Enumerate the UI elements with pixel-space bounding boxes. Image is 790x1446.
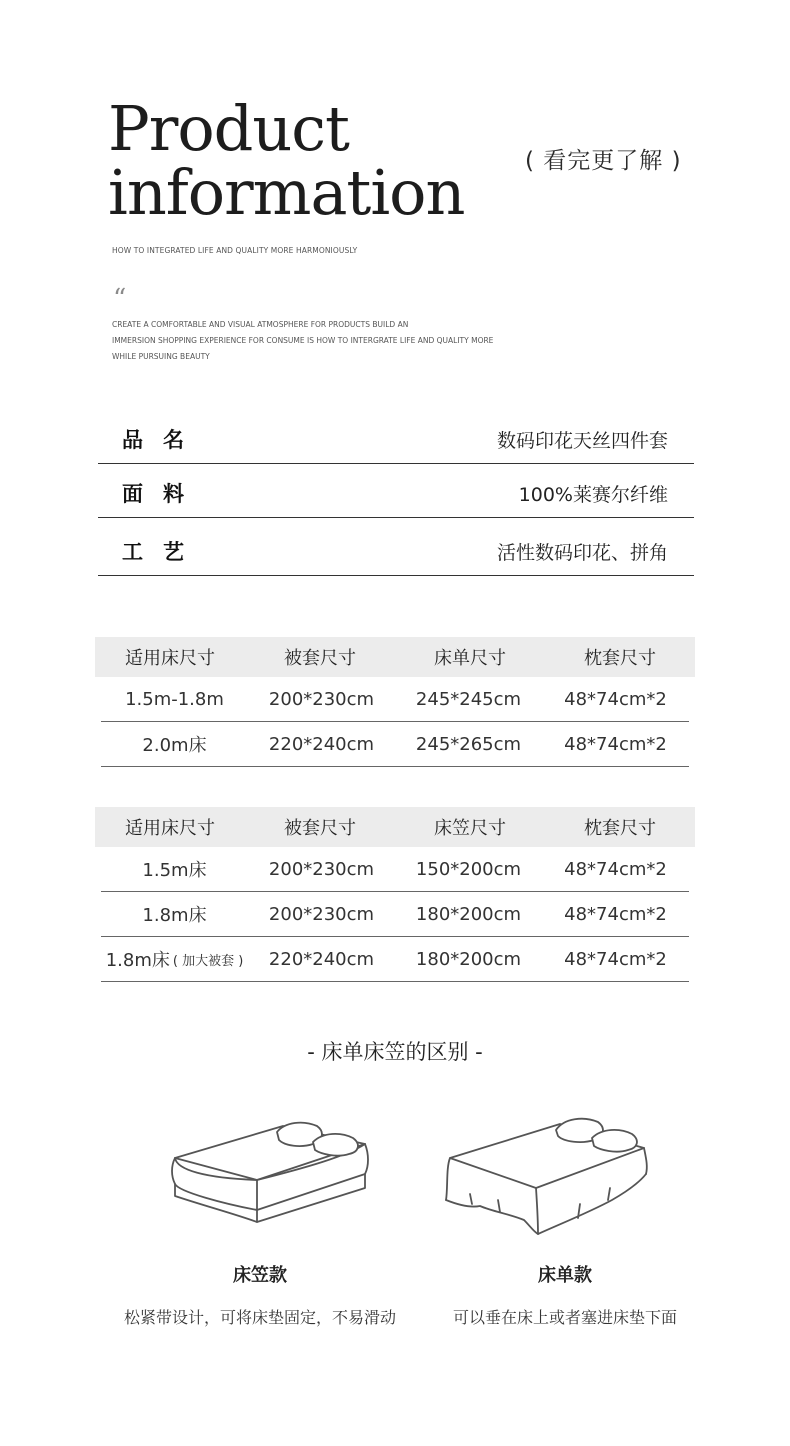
description-block	[112, 317, 512, 365]
spec-value: 活性数码印花、拼角	[496, 542, 668, 564]
spec-label: 面料	[122, 482, 204, 506]
header-cell: 枕套尺寸	[584, 818, 656, 839]
table-cell: 48*74cm*2	[564, 858, 667, 880]
table-row	[101, 677, 689, 722]
flat-sheet-bed-illustration	[440, 1108, 650, 1238]
table-cell: 220*240cm	[268, 948, 375, 970]
title-line-1: Product	[108, 92, 349, 165]
spec-label: 工艺	[122, 540, 204, 564]
table-cell: 150*200cm	[415, 858, 522, 880]
table-cell: 48*74cm*2	[564, 688, 667, 710]
table-cell: 1.5m床	[142, 860, 207, 881]
table-cell: 245*245cm	[415, 688, 522, 710]
table-cell: 180*200cm	[415, 903, 522, 925]
fitted-sheet-name: 床笠款	[233, 1265, 287, 1286]
description-line: WHILE PURSUING BEAUTY	[112, 352, 210, 361]
header-cell: 床笠尺寸	[434, 818, 506, 839]
size-table-flat-sheet	[95, 637, 695, 767]
fitted-sheet-desc: 松紧带设计，可将床垫固定，不易滑动	[123, 1308, 396, 1327]
spec-value: 100%莱赛尔纤维	[518, 484, 668, 506]
size-table-fitted-sheet	[95, 807, 695, 982]
header-cell: 被套尺寸	[284, 648, 356, 669]
table-cell: 2.0m床	[142, 735, 207, 756]
flat-sheet-desc: 可以垂在床上或者塞进床垫下面	[452, 1308, 677, 1327]
fitted-sheet-bed-illustration	[165, 1110, 375, 1230]
table-row	[101, 892, 689, 937]
table-cell: 245*265cm	[415, 733, 522, 755]
table-cell: 180*200cm	[415, 948, 522, 970]
table-cell: 200*230cm	[268, 858, 375, 880]
spec-row-craft	[98, 524, 694, 576]
table-row	[101, 847, 689, 892]
table-row	[101, 722, 689, 767]
difference-title: - 床单床笠的区别 -	[307, 1040, 483, 1064]
header-cell: 被套尺寸	[284, 818, 356, 839]
table-cell: 200*230cm	[268, 688, 375, 710]
spec-row-fabric	[98, 466, 694, 518]
table-cell: 200*230cm	[268, 903, 375, 925]
table-cell: 1.8m床	[142, 905, 207, 926]
bed-size: 1.8m床	[105, 950, 170, 971]
table-header	[95, 637, 695, 677]
read-more-hint: ( 看完更了解 )	[525, 148, 682, 174]
header-cell: 床单尺寸	[434, 648, 506, 669]
spec-value: 数码印花天丝四件套	[496, 430, 668, 452]
flat-sheet-name: 床单款	[538, 1265, 592, 1286]
header-cell: 适用床尺寸	[125, 648, 215, 669]
title-line-2: information	[108, 156, 465, 229]
flat-sheet-caption	[405, 1261, 725, 1328]
spec-row-product-name	[98, 412, 694, 464]
table-cell: 220*240cm	[268, 733, 375, 755]
table-cell: 48*74cm*2	[564, 903, 667, 925]
table-cell: 48*74cm*2	[564, 733, 667, 755]
tagline: HOW TO INTEGRATED LIFE AND QUALITY MORE HARMONIOUSLY	[112, 246, 358, 255]
oversize-note: ( 加大被套 )	[172, 953, 244, 969]
table-cell: 1.5m-1.8m	[125, 688, 224, 710]
table-cell	[101, 937, 248, 981]
product-information-title	[108, 92, 465, 229]
fitted-sheet-caption	[100, 1261, 420, 1328]
table-header	[95, 807, 695, 847]
header-cell: 枕套尺寸	[584, 648, 656, 669]
spec-label: 品名	[122, 428, 204, 452]
description-line: CREATE A COMFORTABLE AND VISUAL ATMOSPHERE FOR PRODUCTS BUILD AN	[112, 320, 409, 329]
table-row	[101, 937, 689, 982]
table-cell: 48*74cm*2	[564, 948, 667, 970]
header-cell: 适用床尺寸	[125, 818, 215, 839]
description-line: IMMERSION SHOPPING EXPERIENCE FOR CONSUME IS HOW TO INTERGRATE LIFE AND QUALITY MORE	[112, 336, 494, 345]
quote-icon: “	[113, 284, 127, 314]
